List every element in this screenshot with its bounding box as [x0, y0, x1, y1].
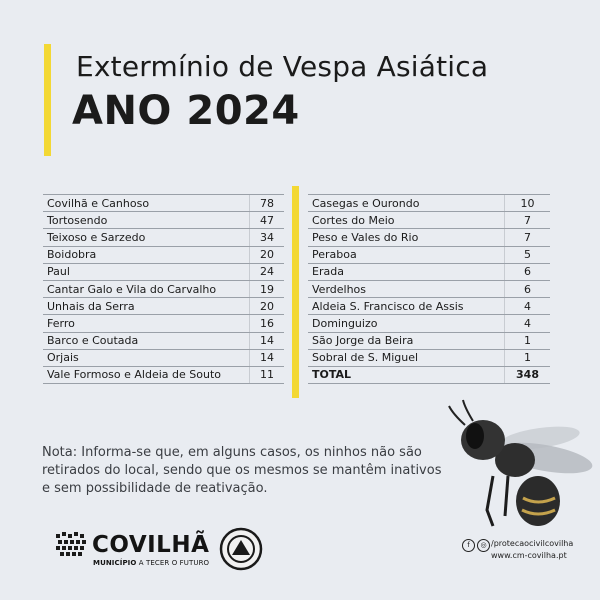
- table-row: [308, 263, 550, 280]
- parish-name: Verdelhos: [308, 280, 505, 297]
- table-row: [43, 195, 284, 212]
- table-row: [308, 195, 550, 212]
- nest-count: 6: [505, 280, 551, 297]
- nest-count: 348: [505, 366, 551, 383]
- parish-name: Boidobra: [43, 246, 250, 263]
- nest-count: 7: [505, 212, 551, 229]
- nest-count: 7: [505, 229, 551, 246]
- nest-count: 14: [250, 349, 285, 366]
- parish-name: Casegas e Ourondo: [308, 195, 505, 212]
- parish-name: Sobral de S. Miguel: [308, 349, 505, 366]
- website-link[interactable]: www.cm-covilha.pt: [491, 551, 567, 560]
- parish-name: Peraboa: [308, 246, 505, 263]
- table-row: [43, 349, 284, 366]
- table-row: [43, 298, 284, 315]
- nest-count: 6: [505, 263, 551, 280]
- title-accent-bar: [44, 44, 51, 156]
- note-text: Nota: Informa-se que, em alguns casos, os ninhos não são retirados do local, sendo que os mesmos se mantêm inativos e sem possibilidade de reativação.: [42, 445, 442, 496]
- parish-name: Ferro: [43, 315, 250, 332]
- table-row: [43, 280, 284, 297]
- nest-count: 24: [250, 263, 285, 280]
- covilha-logo-name: COVILHÃ: [92, 532, 210, 558]
- nest-count: 1: [505, 349, 551, 366]
- table-row: [308, 280, 550, 297]
- parish-name: Cantar Galo e Vila do Carvalho: [43, 280, 250, 297]
- table-divider-bar: [292, 186, 299, 398]
- table-row: [43, 315, 284, 332]
- parish-name: São Jorge da Beira: [308, 332, 505, 349]
- nest-count: 1: [505, 332, 551, 349]
- table-row: [43, 332, 284, 349]
- parish-name: Erada: [308, 263, 505, 280]
- table-row: [308, 229, 550, 246]
- civil-protection-logo-icon: [219, 527, 263, 571]
- page-subtitle: Extermínio de Vespa Asiática: [76, 50, 489, 83]
- table-row: [43, 229, 284, 246]
- parish-name: Tortosendo: [43, 212, 250, 229]
- parish-name: Dominguizo: [308, 315, 505, 332]
- nest-count: 10: [505, 195, 551, 212]
- wasp-image: [445, 398, 595, 528]
- nest-count: 16: [250, 315, 285, 332]
- nest-count: 14: [250, 332, 285, 349]
- table-row: [308, 298, 550, 315]
- nest-count: 78: [250, 195, 285, 212]
- table-row: [308, 332, 550, 349]
- table-row: [308, 246, 550, 263]
- parish-table-left: [43, 194, 284, 384]
- nest-count: 11: [250, 366, 285, 383]
- parish-name: Aldeia S. Francisco de Assis: [308, 298, 505, 315]
- nest-count: 20: [250, 246, 285, 263]
- nest-count: 5: [505, 246, 551, 263]
- parish-name: Paul: [43, 263, 250, 280]
- parish-name: Teixoso e Sarzedo: [43, 229, 250, 246]
- table-row: [43, 263, 284, 280]
- parish-name: Orjais: [43, 349, 250, 366]
- table-row: [43, 246, 284, 263]
- parish-name: Cortes do Meio: [308, 212, 505, 229]
- nest-count: 4: [505, 298, 551, 315]
- table-row: [43, 212, 284, 229]
- social-icons: [462, 539, 490, 552]
- table-row: [43, 366, 284, 383]
- parish-table-right: [308, 194, 550, 384]
- facebook-icon[interactable]: f: [462, 539, 475, 552]
- table-row: [308, 349, 550, 366]
- parish-name: Covilhã e Canhoso: [43, 195, 250, 212]
- page-title: ANO 2024: [72, 88, 300, 134]
- parish-name: TOTAL: [308, 366, 505, 383]
- parish-name: Peso e Vales do Rio: [308, 229, 505, 246]
- nest-count: 4: [505, 315, 551, 332]
- nest-count: 34: [250, 229, 285, 246]
- parish-name: Unhais da Serra: [43, 298, 250, 315]
- parish-name: Barco e Coutada: [43, 332, 250, 349]
- social-handle[interactable]: /protecaocivilcovilha: [491, 539, 574, 548]
- parish-name: Vale Formoso e Aldeia de Souto: [43, 366, 250, 383]
- covilha-logo-icon: [54, 530, 88, 560]
- covilha-logo-tagline: MUNICÍPIO A TECER O FUTURO: [93, 559, 210, 567]
- table-row: [308, 212, 550, 229]
- total-row: [308, 366, 550, 383]
- nest-count: 47: [250, 212, 285, 229]
- nest-count: 20: [250, 298, 285, 315]
- table-row: [308, 315, 550, 332]
- nest-count: 19: [250, 280, 285, 297]
- instagram-icon[interactable]: ◎: [477, 539, 490, 552]
